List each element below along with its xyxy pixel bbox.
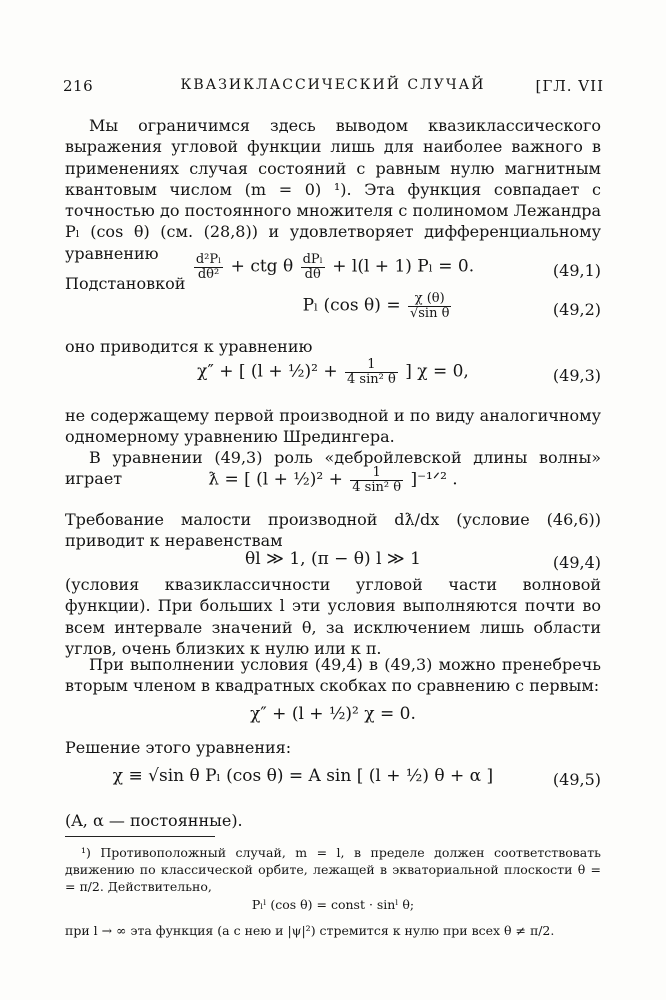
paragraph-quasiclassical-conditions: (условия квазиклассичности угловой части волновой функции). При больших l эти условия выполняются почти во всем интервале значений θ, за исключением лишь области углов, очень близких к нулю или к π. xyxy=(65,575,601,658)
fraction-inverse-sine: $\frac{1}{\text{4 sin² θ}}$ xyxy=(352,465,402,495)
equation-short: χ″ + (l + ½)² χ = 0. xyxy=(250,704,416,724)
equation-label: (49,5) xyxy=(552,770,601,789)
paragraph-intro: Мы ограничимся здесь выводом квазиклассического выражения угловой функции лишь для наиболее важного в применениях случая состояний с равным нулю магнитным квантовым числом (m = 0) ¹). Эта функция совпадает с точностью до постоянного множителя с полиномом Лежандра Pₗ (cos θ) (см. (28,8)) и удовлетворяет дифференциальному уравнению xyxy=(65,116,601,263)
paragraph-neglect: При выполнении условия (49,4) в (49,3) можно пренебречь вторым членом в квадратных скобках по сравнению с первым: xyxy=(65,655,601,696)
paragraph-constants: (A, α — постоянные). xyxy=(65,811,243,830)
chapter-label: [ГЛ. VII xyxy=(535,77,604,95)
equation-label: (49,3) xyxy=(552,366,601,385)
equation-49-5: χ ≡ √sin θ Pₗ (cos θ) = A sin [ (l + ½) θ + α ] (49,5) xyxy=(112,766,601,789)
fraction-first-derivative: dPₗ dθ xyxy=(302,252,323,282)
paragraph-solution: Решение этого уравнения: xyxy=(65,738,292,757)
equation-49-3: χ″ + [ (l + ½)² + $\frac{1}{\text{4 sin² θ}}$ ] χ = 0, (49,3) xyxy=(197,357,601,387)
page-number: 216 xyxy=(63,77,94,95)
equation-term: + ctg θ xyxy=(230,256,294,277)
equation-label: (49,4) xyxy=(552,553,601,572)
paragraph-requirement: Требование малости производной dƛ/dx (условие (46,6)) приводит к неравенствам xyxy=(65,510,601,551)
fraction-second-derivative: $\frac{\text{d²Pₗ}}{\text{dθ²}}$ xyxy=(195,252,222,282)
footnote-text: ¹) Противоположный случай, m = l, в пределе должен соответствовать движению по классической орбите, лежащей в экваториальной плоскости θ = = π/2. Действительно, xyxy=(65,845,601,894)
footnote-conclusion: при l → ∞ эта функция (а с нею и |ψ|²) стремится к нулю при всех θ ≠ π/2. xyxy=(65,923,555,938)
equation-wavelength: ƛ = [ (l + ½)² + $\frac{1}{\text{4 sin² θ}}$ ]⁻¹ᐟ² . xyxy=(208,465,458,495)
running-title: КВАЗИКЛАССИЧЕСКИЙ СЛУЧАЙ xyxy=(180,77,486,93)
fraction-chi-over-root: $\frac{\chi (\theta)}{\text{√sin θ}}$ xyxy=(409,291,450,321)
paragraph-reduces: оно приводится к уравнению xyxy=(65,337,313,356)
equation-term: + l(l + 1) Pₗ = 0. xyxy=(332,256,475,277)
equation-label: (49,1) xyxy=(552,261,601,280)
paragraph-substitution: Подстановкой xyxy=(65,274,186,293)
footnote-formula: Pₗˡ (cos θ) = const · sinˡ θ; xyxy=(251,897,415,912)
paragraph-de-broglie: В уравнении (49,3) роль «дебройлевской длины волны» играет xyxy=(65,448,601,489)
fraction-inverse-sine: $\frac{1}{\text{4 sin² θ}}$ xyxy=(347,357,396,387)
equation-label: (49,2) xyxy=(552,300,601,319)
equation-49-4: θl ≫ 1, (π − θ) l ≫ 1 (49,4) xyxy=(245,549,601,572)
paragraph-no-first-derivative: не содержащему первой производной и по виду аналогичному одномерному уравнению Шредингера. xyxy=(65,406,601,447)
footnote-divider xyxy=(65,836,215,837)
equation-49-2: Pₗ (cos θ) = $\frac{\chi (\theta)}{\text{√sin θ}}$ (49,2) xyxy=(302,291,601,321)
